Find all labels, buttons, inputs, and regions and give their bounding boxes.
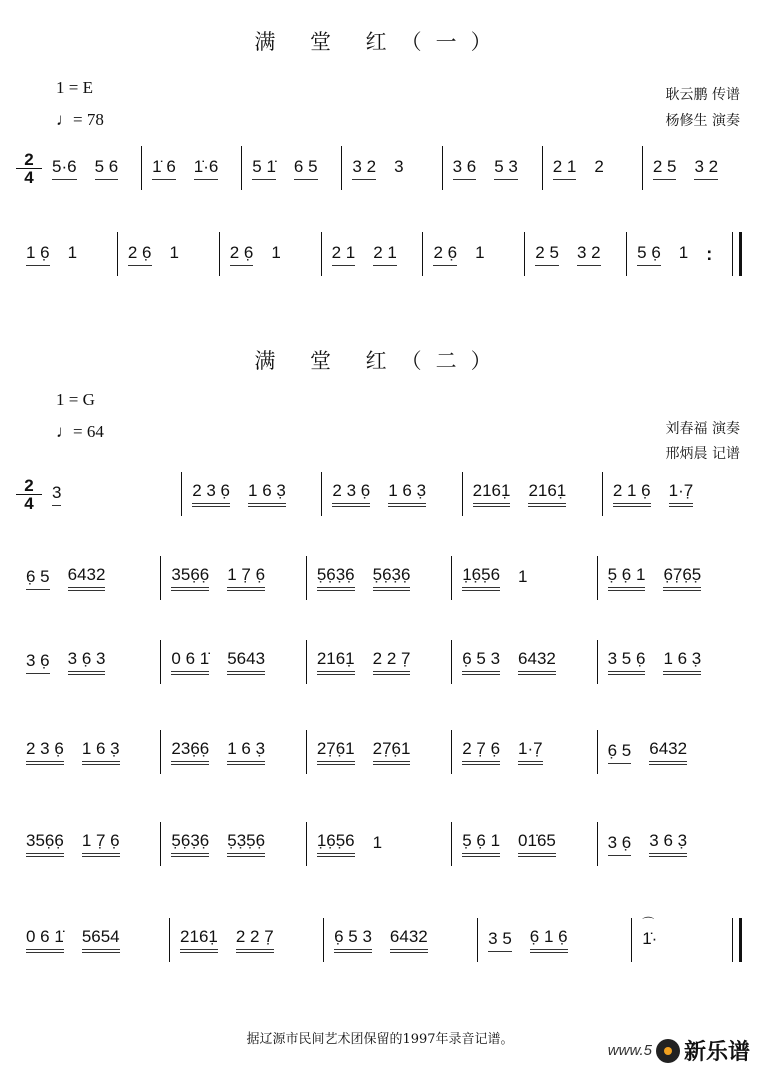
note-group: 2 1 [332, 243, 356, 266]
note-group: 6̣7̣6̣5̣ [663, 565, 701, 591]
measure [643, 146, 742, 190]
measure [543, 146, 643, 190]
note-group: 5 6 [95, 157, 119, 180]
note-group: 6̣ 5 3 [334, 927, 372, 953]
note-group: 3 2 [694, 157, 718, 180]
note-group: 0 6 1̇ [26, 927, 64, 953]
note-group: 1 6 3̣ [388, 481, 426, 507]
note-group: 6432 [390, 927, 428, 953]
note-group: 2 1 [553, 157, 577, 180]
measure [452, 822, 597, 866]
measure [322, 472, 462, 516]
score-line [16, 146, 742, 190]
note-group: 5̣3̣5̣6̣ [227, 831, 265, 857]
note-group: 356̣6̣ [171, 565, 209, 591]
measure [16, 918, 170, 962]
note-group: 1 [475, 243, 485, 262]
note-group: 1·7̣ [518, 739, 543, 765]
measure [342, 146, 442, 190]
piece-1-tempo: ♩= 78 [56, 110, 104, 129]
measure [603, 472, 742, 516]
note-group: 6̣ 5 [608, 741, 632, 764]
note-group: 2 3 6̣ [192, 481, 230, 507]
measure [16, 556, 161, 600]
piece-1-credit-1: 耿云鹏 传谱 [665, 87, 740, 103]
measure [16, 232, 118, 276]
repeat-sign: : [706, 243, 713, 264]
note-group: 2 6̣ [128, 243, 152, 266]
measure [627, 232, 728, 276]
note-group: 356̣6̣ [26, 831, 64, 857]
note-group: 1 6 3̣ [82, 739, 120, 765]
note-group: 1 [67, 243, 78, 262]
score-line [16, 556, 742, 600]
note-group: 236̣6̣ [171, 739, 209, 765]
note-group: 5 6̣ [637, 243, 661, 266]
piece-1-credit-2: 杨修生 演奏 [665, 113, 740, 129]
note-group: 3 6̣ [26, 651, 50, 674]
note-group: 3 2 [352, 157, 376, 180]
note-group: 1̇·6 [194, 157, 219, 180]
time-signature-top: 2 [16, 477, 42, 495]
measure [220, 232, 322, 276]
note-group: 2 3 6̣ [26, 739, 64, 765]
note-group: 5̣6̣3̣6̣ [317, 565, 355, 591]
note-group: 1 [518, 567, 528, 586]
measure [598, 556, 742, 600]
measure [463, 472, 603, 516]
score-line [16, 730, 742, 774]
time-signature-bottom: 4 [24, 167, 34, 187]
note-group: 1 [271, 243, 281, 262]
note-group: ⌒ 1̇· [642, 929, 657, 951]
measure [161, 822, 306, 866]
measure [307, 822, 452, 866]
piece-2-credit-1: 刘春福 演奏 [665, 421, 740, 437]
note-group: 5·6 [52, 157, 77, 180]
measure [598, 730, 742, 774]
measure [324, 918, 478, 962]
note-group: 6̣ 5 3 [462, 649, 500, 675]
note-group: 5643 [227, 649, 265, 675]
score-line [16, 822, 742, 866]
note-group: 2 7̣ 6̣ [462, 739, 500, 765]
note-group: 6 5 [294, 157, 318, 180]
note-group: 1 6̣ [26, 243, 50, 266]
note-group: 3 5 [488, 929, 512, 952]
score-line [16, 232, 742, 276]
note-group: 5 1̇ [252, 157, 276, 180]
measure [16, 822, 161, 866]
time-signature-bottom: 4 [24, 493, 34, 513]
measure [42, 472, 182, 516]
note-group: 2 6̣ [230, 243, 254, 266]
measure [170, 918, 324, 962]
note-group: 1·7̣ [669, 481, 694, 507]
note-group: 5654 [82, 927, 120, 953]
note-group: 3 6 [453, 157, 477, 180]
note-group: 1 6 3̣ [663, 649, 701, 675]
note-group: 1 6 3̣ [248, 481, 286, 507]
note-group: 1 7̣ 6̣ [82, 831, 120, 857]
note-group: 5̣6̣3̣6̣ [171, 831, 209, 857]
measure [307, 556, 452, 600]
measure [16, 730, 161, 774]
note-group: 1 6 3̣ [227, 739, 265, 765]
note-group: 0 6 1̇ [171, 649, 209, 675]
piece-2-key: 1 = G [56, 390, 95, 409]
note-group: 2161̣ [473, 481, 511, 507]
score-line [16, 472, 742, 516]
note-group: 2161̣ [180, 927, 218, 953]
measure [452, 640, 597, 684]
note-group: 5 3 [494, 157, 518, 180]
note-group: 3 6̣ 3 [68, 649, 106, 675]
measure [443, 146, 543, 190]
note-group: 1̣6̣5̣6 [317, 831, 355, 857]
measure [161, 556, 306, 600]
note-group: 6̣ 5 [26, 567, 50, 590]
watermark-logo [608, 1035, 750, 1066]
note-group: 27̣6̣1 [317, 739, 355, 765]
end-repeat-barline [732, 232, 742, 276]
measure [16, 640, 161, 684]
final-barline [732, 918, 742, 962]
piece-2-credit-2: 邢炳晨 记谱 [665, 446, 740, 462]
measure [42, 146, 142, 190]
piece-2-tempo: ♩= 64 [56, 422, 104, 441]
measure [142, 146, 242, 190]
note-group: 6432 [518, 649, 556, 675]
note-group: 2161̣ [317, 649, 355, 675]
note-group: 5̣6̣3̣6̣ [373, 565, 411, 591]
note-group: 2 6̣ [433, 243, 457, 266]
note-group: 3 2 [577, 243, 601, 266]
note-group: 2 2 7̣ [236, 927, 274, 953]
note-group: 6432 [649, 739, 687, 765]
measure [307, 640, 452, 684]
note-group: 5̣ 6̣ 1 [608, 565, 646, 591]
measure [478, 918, 632, 962]
note-group: 01̇65 [518, 831, 556, 857]
measure [452, 730, 597, 774]
note-group: 6432 [68, 565, 106, 591]
score-line [16, 918, 742, 962]
note-group: 3 [394, 157, 404, 176]
measure [182, 472, 322, 516]
time-signature [16, 477, 42, 512]
measure [598, 640, 742, 684]
time-signature [16, 151, 42, 186]
watermark-brand: 新乐谱 [683, 1039, 750, 1064]
note-group: 1̣6̣5̣6 [462, 565, 500, 591]
note-group: 5̣ 6̣ 1 [462, 831, 500, 857]
time-signature-top: 2 [16, 151, 42, 169]
piece-1-title: 满 堂 红（一） [254, 30, 506, 54]
note-group: 1̇ 6 [152, 157, 176, 180]
note-group: 3 6 3̣ [649, 831, 687, 857]
note-group: 2 1 6̣ [613, 481, 651, 507]
note-group: 3 6̣ [608, 833, 632, 856]
piece-1-key: 1 = E [56, 78, 93, 97]
measure [118, 232, 220, 276]
measure [632, 918, 728, 962]
note-group: 3 [52, 483, 61, 506]
measure [452, 556, 597, 600]
note-group: 2 1 [373, 243, 397, 266]
note-group: 27̣6̣1 [373, 739, 411, 765]
measure [598, 822, 742, 866]
note-group: 2 2 7̣ [373, 649, 411, 675]
note-group: 1 7̣ 6̣ [227, 565, 265, 591]
note-group: 2 [594, 157, 604, 176]
note-group: 3 5 6̣ [608, 649, 646, 675]
note-group: 6̣ 1 6̣ [530, 927, 568, 953]
disc-icon [656, 1039, 680, 1063]
note-group: 2161̣ [528, 481, 566, 507]
note-group: 1 [372, 833, 383, 852]
note-group: 1 [169, 243, 179, 262]
measure [161, 730, 306, 774]
note-group: 2 5 [535, 243, 559, 266]
measure [161, 640, 306, 684]
measure [322, 232, 424, 276]
watermark-url: www.5 [607, 1042, 652, 1059]
measure [307, 730, 452, 774]
piece-2-title: 满 堂 红（二） [254, 349, 506, 373]
measure [525, 232, 627, 276]
note-group: 1 [678, 243, 689, 262]
measure [242, 146, 342, 190]
note-group: 2 3 6̣ [332, 481, 370, 507]
source-note: 据辽源市民间艺术团保留的1997年录音记谱。 [246, 1032, 514, 1047]
score-line [16, 640, 742, 684]
note-group: 2 5 [653, 157, 677, 180]
measure [423, 232, 525, 276]
